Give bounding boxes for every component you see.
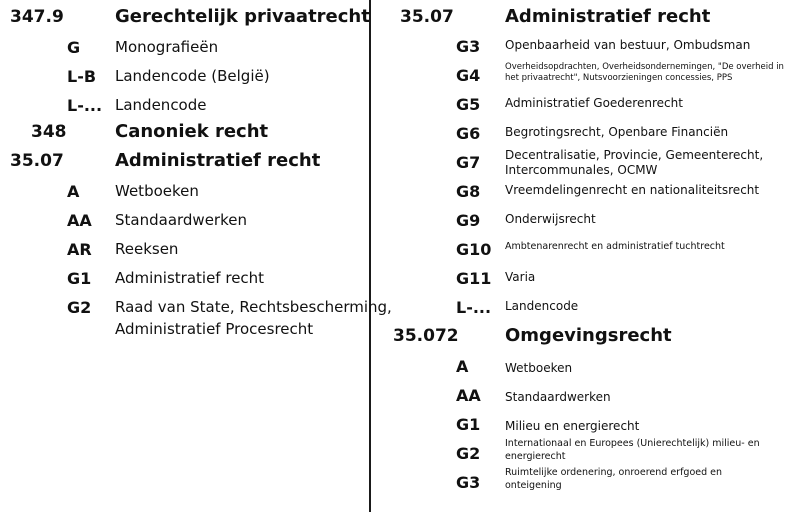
entry-code: G11 (456, 269, 492, 288)
entry-label: Wetboeken (505, 361, 573, 375)
section-code: 347.9 (10, 7, 64, 27)
entry-label: Monografieën (115, 38, 219, 56)
entry-code: L-B (67, 67, 97, 86)
entry-label: Landencode (505, 299, 579, 313)
entry-label: Landencode (115, 96, 207, 114)
entry-code: G9 (456, 211, 481, 230)
entry-code: G10 (456, 240, 492, 259)
entry-label: het privaatrecht", Nutsvoorzieningen concessies, PPS (505, 73, 733, 83)
entry-label: Vreemdelingenrecht en nationaliteitsrecht (505, 183, 760, 197)
entry-code: G1 (456, 415, 481, 434)
entry-code: G2 (67, 298, 92, 317)
entry-label: energierecht (505, 451, 566, 462)
entry-code: G5 (456, 95, 481, 114)
entry-label: Administratief Goederenrecht (505, 96, 683, 110)
entry-label: Begrotingsrecht, Openbare Financiën (505, 125, 729, 139)
entry-label: Milieu en energierecht (505, 419, 640, 433)
entry-label: onteigening (505, 480, 562, 491)
entry-code: A (67, 182, 80, 201)
entry-code: L-... (67, 96, 103, 115)
entry-code: G2 (456, 444, 481, 463)
entry-code: AA (67, 211, 92, 230)
entry-code: A (456, 357, 469, 376)
entry-label: Standaardwerken (505, 390, 611, 404)
entry-code: G3 (456, 473, 481, 492)
entry-label: Varia (505, 270, 536, 284)
entry-label: Administratief recht (115, 269, 265, 287)
entry-label: Ambtenarenrecht en administratief tuchtrecht (505, 241, 725, 252)
entry-code: G3 (456, 37, 481, 56)
entry-label: Landencode (België) (115, 67, 270, 85)
section-title: Canoniek recht (115, 121, 269, 142)
entry-label: Ruimtelijke ordenering, onroerend erfgoed en (505, 467, 723, 478)
entry-code: AA (456, 386, 481, 405)
entry-label: Administratief Procesrecht (115, 320, 314, 338)
entry-label: Wetboeken (115, 182, 199, 200)
section-code: 35.072 (393, 326, 459, 346)
section-code: 35.07 (10, 151, 64, 171)
entry-code: AR (67, 240, 92, 259)
entry-code: G7 (456, 153, 481, 172)
entry-code: G6 (456, 124, 481, 143)
entry-code: G1 (67, 269, 92, 288)
entry-label: Overheidsopdrachten, Overheidsondernemingen, "De overheid in (505, 62, 784, 72)
entry-label: Standaardwerken (115, 211, 247, 229)
section-title: Administratief recht (505, 6, 711, 27)
section-code: 35.07 (400, 7, 454, 27)
section-title: Omgevingsrecht (505, 325, 672, 346)
entry-code: L-... (456, 298, 492, 317)
entry-label: Onderwijsrecht (505, 212, 596, 226)
entry-label: Internationaal en Europees (Unierechtelijk) milieu- en (505, 438, 760, 449)
entry-label: Decentralisatie, Provincie, Gemeenterecht, (505, 148, 764, 162)
entry-code: G (67, 38, 81, 57)
section-title: Administratief recht (115, 150, 321, 171)
entry-label: Intercommunales, OCMW (505, 163, 658, 177)
section-title: Gerechtelijk privaatrecht (115, 6, 370, 27)
section-code: 348 (31, 122, 67, 142)
entry-label: Reeksen (115, 240, 179, 258)
entry-code: G8 (456, 182, 481, 201)
entry-label: Openbaarheid van bestuur, Ombudsman (505, 38, 751, 52)
entry-code: G4 (456, 66, 481, 85)
entry-label: Raad van State, Rechtsbescherming, (115, 298, 392, 316)
